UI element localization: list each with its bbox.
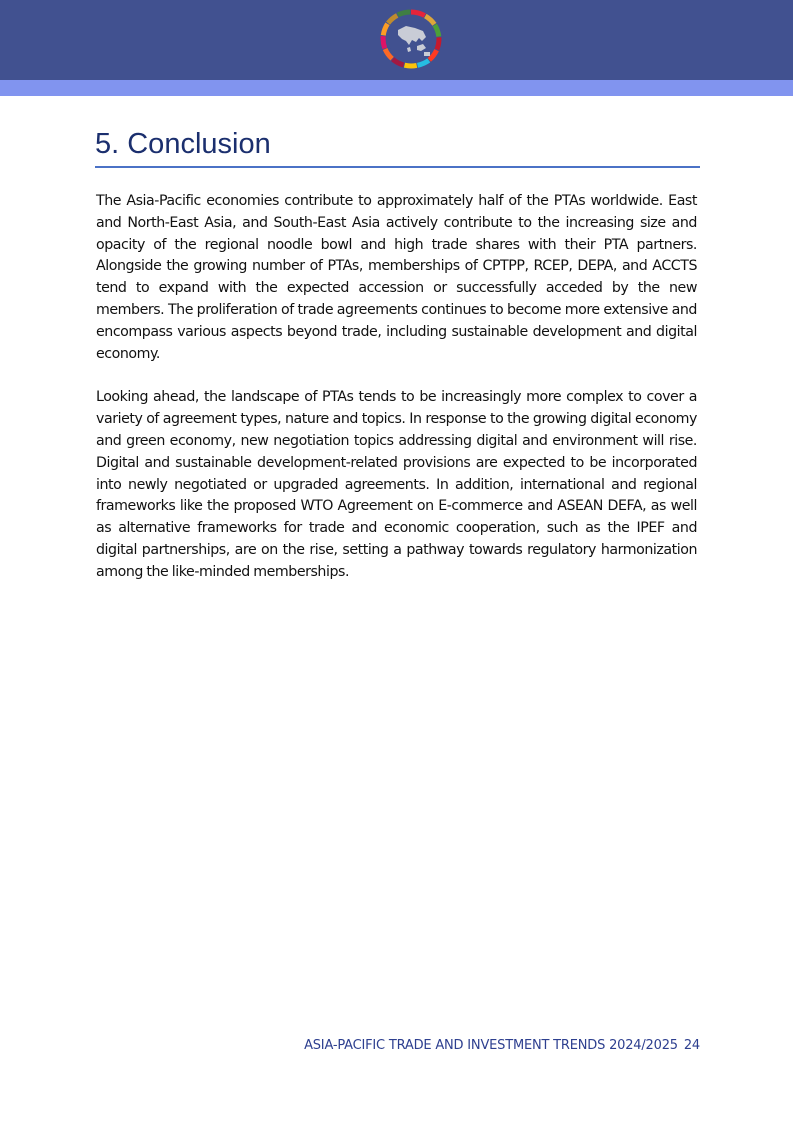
footer-report-title: ASIA-PACIFIC TRADE AND INVESTMENT TRENDS 2024/2025 [304, 1038, 678, 1053]
paragraph: Looking ahead, the landscape of PTAs tends to be increasingly more complex to cover a variety of agreement types, nature and topics. In response to the growing digital economy and green economy, new negotiation topics addressing digital and environment will rise. Digital and sustainable development-related provisions are expected to be incorporated into newly negotiated or upgraded agreements. In addition, international and regional frameworks like the proposed WTO Agreement on E-commerce and ASEAN DEFA, as well as alternative frameworks for trade and economic cooperation, such as the IPEF and digital partnerships, are on the rise, setting a pathway towards regulatory harmonization among the like-minded memberships. [96, 389, 697, 580]
title-divider [95, 166, 700, 168]
page-footer [304, 1038, 700, 1053]
sdg-wheel-logo-icon [379, 8, 443, 72]
header-stripe [0, 80, 793, 96]
paragraph: The Asia-Pacific economies contribute to approximately half of the PTAs worldwide. East and North-East Asia, and South-East Asia actively contribute to the increasing size and opacity of the regional noodle bowl and high trade shares with their PTA partners. Alongside the growing number of PTAs, memberships of CPTPP, RCEP, DEPA, and ACCTS tend to expand with the expected accession or successfully acceded by the new members. The proliferation of trade agreements continues to become more extensive and encompass various aspects beyond trade, including sustainable development and digital economy. [96, 193, 697, 362]
page-title: 5. Conclusion [95, 128, 271, 160]
page-number: 24 [683, 1038, 700, 1053]
body-text [96, 191, 697, 606]
